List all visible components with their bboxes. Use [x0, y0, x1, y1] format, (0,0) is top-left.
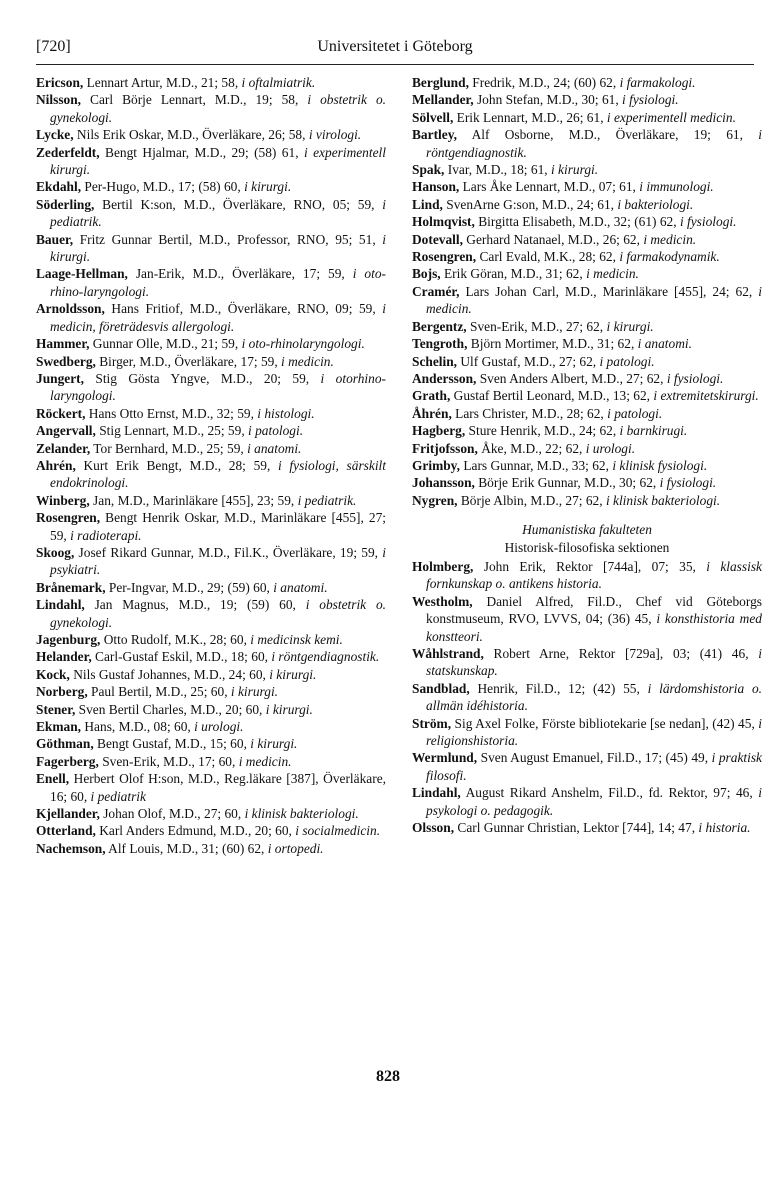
- entry-details: Erik Lennart, M.D., 26; 61,: [453, 109, 607, 125]
- entry-details: Paul Bertil, M.D., 25; 60,: [87, 684, 231, 700]
- entry-details: Sven August Emanuel, Fil.D., 17; (45) 49,: [477, 750, 712, 766]
- entry-field: i oftalmiatrik.: [241, 75, 316, 90]
- page-reference: [720]: [36, 38, 71, 55]
- entry-details: Börje Erik Gunnar, M.D., 30; 62,: [474, 475, 660, 491]
- entry-field: i urologi.: [585, 440, 636, 456]
- directory-entry: [36, 144, 386, 179]
- entry-surname: Zederfeldt,: [36, 144, 100, 160]
- entry-details: Hans, M.D., 08; 60,: [81, 719, 195, 735]
- entry-surname: Nachemson,: [36, 840, 106, 856]
- entry-surname: Bartley,: [412, 127, 457, 143]
- entry-surname: Göthman,: [36, 736, 94, 752]
- entry-surname: Norberg,: [36, 684, 88, 700]
- entry-field: i röntgendiagnostik.: [271, 649, 380, 665]
- entry-field: i religionshistoria.: [426, 715, 762, 749]
- entry-details: Sven Anders Albert, M.D., 27; 62,: [476, 370, 667, 386]
- entry-details: Lars Christer, M.D., 28; 62,: [451, 405, 608, 421]
- directory-entry: [412, 91, 762, 108]
- entry-surname: Dotevall,: [412, 231, 463, 247]
- entry-surname: Grimby,: [412, 457, 460, 473]
- entry-field: i kirurgi.: [244, 179, 292, 195]
- directory-entry: [36, 596, 386, 631]
- entry-details: Alf Louis, M.D., 31; (60) 62,: [105, 840, 268, 856]
- entry-field: i medicin.: [281, 353, 334, 369]
- entry-surname: Ericson,: [36, 75, 84, 90]
- directory-entry: [412, 715, 762, 750]
- directory-entry: [36, 126, 386, 143]
- entry-field: i farmakodynamik.: [619, 249, 720, 265]
- right-column-entries: [412, 74, 762, 509]
- entry-field: i virologi.: [308, 127, 362, 143]
- entry-surname: Wermlund,: [412, 750, 478, 766]
- entry-details: Carl Börje Lennart, M.D., 19; 58,: [81, 92, 308, 108]
- entry-details: Lennart Artur, M.D., 21; 58,: [83, 75, 242, 90]
- directory-entry: [412, 335, 762, 352]
- page-title: Universitetet i Göteborg: [317, 38, 473, 55]
- entry-details: Sven-Erik, M.D., 17; 60,: [98, 753, 239, 769]
- entry-details: Hans Fritiof, M.D., Överläkare, RNO, 09; 59,: [104, 301, 383, 317]
- entry-surname: Laage-Hellman,: [36, 266, 128, 282]
- entry-details: Lars Johan Carl, M.D., Marinläkare [455], 24; 62,: [459, 283, 759, 299]
- entry-surname: Lindahl,: [412, 785, 461, 801]
- entry-field: i medicin.: [586, 266, 639, 282]
- entry-details: Jan Magnus, M.D., 19; (59) 60,: [84, 597, 306, 613]
- entry-details: August Rikard Anshelm, Fil.D., fd. Rektor, 97; 46,: [460, 785, 759, 801]
- entry-field: i extremitetskirurgi.: [653, 388, 759, 404]
- entry-surname: Swedberg,: [36, 353, 96, 369]
- entry-details: Nils Gustaf Johannes, M.D., 24; 60,: [69, 666, 270, 682]
- directory-entry: [36, 648, 386, 665]
- entry-surname: Holmberg,: [412, 558, 474, 574]
- entry-field: i fysiologi.: [659, 475, 717, 491]
- section-entries: [412, 558, 762, 837]
- directory-entry: [36, 753, 386, 770]
- entry-details: Björn Mortimer, M.D., 31; 62,: [467, 336, 638, 352]
- directory-entry: [412, 387, 762, 404]
- entry-field: i pediatrik: [90, 788, 146, 804]
- right-column: [412, 74, 762, 836]
- entry-details: Carl Gunnar Christian, Lektor [744], 14; 47,: [454, 820, 699, 836]
- entry-surname: Andersson,: [412, 370, 477, 386]
- entry-surname: Stener,: [36, 701, 76, 717]
- entry-field: i otorhino-laryngologi.: [50, 370, 386, 404]
- entry-field: i pediatrik.: [297, 492, 357, 508]
- directory-entry: [36, 335, 386, 352]
- entry-surname: Mellander,: [412, 92, 474, 108]
- directory-entry: [36, 74, 386, 91]
- entry-details: Fritz Gunnar Bertil, M.D., Professor, RNO, 95; 51,: [73, 231, 383, 247]
- entry-details: Birger, M.D., Överläkare, 17; 59,: [95, 353, 282, 369]
- directory-entry: [36, 631, 386, 648]
- entry-field: i kirurgi.: [250, 736, 298, 752]
- entry-field: i röntgendiagnostik.: [426, 127, 762, 160]
- entry-surname: Lycke,: [36, 127, 74, 143]
- entry-field: i anatomi.: [637, 336, 692, 352]
- entry-surname: Ström,: [412, 715, 452, 731]
- directory-entry: [412, 645, 762, 680]
- entry-details: Birgitta Elisabeth, M.D., 32; (61) 62,: [474, 214, 680, 230]
- entry-field: i oto-rhinolaryngologi.: [241, 336, 365, 352]
- entry-surname: Grath,: [412, 388, 451, 404]
- directory-entry: [412, 353, 762, 370]
- entry-details: Daniel Alfred, Fil.D., Chef vid Göteborgs konstmuseum, RVO, LVVS, 04; (36) 45,: [426, 593, 762, 627]
- directory-entry: [36, 353, 386, 370]
- entry-details: Åke, M.D., 22; 62,: [477, 440, 586, 456]
- entry-field: i obstetrik o. gynekologi.: [50, 92, 386, 125]
- directory-entry: [36, 91, 386, 126]
- directory-entry: [36, 544, 386, 579]
- directory-entry: [412, 318, 762, 335]
- entry-surname: Kjellander,: [36, 806, 100, 822]
- entry-surname: Johansson,: [412, 475, 475, 491]
- entry-details: Sven Bertil Charles, M.D., 20; 60,: [75, 701, 266, 717]
- entry-field: i kirurgi.: [269, 666, 317, 682]
- entry-field: i urologi.: [194, 719, 244, 735]
- entry-surname: Fagerberg,: [36, 753, 99, 769]
- directory-entry: [412, 231, 762, 248]
- directory-entry: [36, 718, 386, 735]
- faculty-title: Humanistiska fakulteten: [522, 522, 652, 538]
- directory-entry: [36, 440, 386, 457]
- entry-details: Josef Rikard Gunnar, M.D., Fil.K., Överläkare, 19; 59,: [74, 544, 383, 560]
- directory-entry: [36, 701, 386, 718]
- entry-field: i immunologi.: [639, 179, 714, 195]
- entry-field: i historia.: [698, 820, 751, 836]
- entry-field: i medicin, företrädesvis allergologi.: [50, 301, 386, 334]
- entry-surname: Spak,: [412, 162, 445, 178]
- entry-details: Karl Anders Edmund, M.D., 20; 60,: [95, 823, 296, 839]
- entry-field: i oto-rhino-laryngologi.: [50, 266, 386, 299]
- entry-details: Jan-Erik, M.D., Överläkare, 17; 59,: [127, 266, 353, 282]
- entry-surname: Bojs,: [412, 266, 441, 282]
- entry-surname: Jagenburg,: [36, 632, 101, 647]
- entry-details: Bertil K:son, M.D., Överläkare, RNO, 05; 59,: [94, 196, 383, 212]
- entry-surname: Brånemark,: [36, 579, 106, 595]
- entry-details: Carl-Gustaf Eskil, M.D., 18; 60,: [91, 649, 272, 665]
- entry-surname: Cramér,: [412, 283, 460, 299]
- directory-entry: [412, 457, 762, 474]
- entry-surname: Fritjofsson,: [412, 440, 478, 456]
- directory-entry: [412, 370, 762, 387]
- entry-surname: Enell,: [36, 771, 70, 787]
- entry-surname: Ahrén,: [36, 457, 76, 473]
- entry-surname: Hagberg,: [412, 423, 466, 439]
- directory-entry: [412, 405, 762, 422]
- entry-surname: Westholm,: [412, 593, 473, 609]
- entry-field: i patologi.: [599, 353, 655, 369]
- entry-surname: Berglund,: [412, 75, 469, 90]
- entry-field: i fysiologi.: [666, 370, 724, 386]
- directory-entry: [36, 422, 386, 439]
- directory-entry: [36, 196, 386, 231]
- entry-details: Henrik, Fil.D., 12; (42) 55,: [469, 680, 648, 696]
- entry-surname: Röckert,: [36, 405, 86, 421]
- directory-entry: [36, 822, 386, 839]
- entry-details: Gustaf Bertil Leonard, M.D., 13; 62,: [450, 388, 654, 404]
- entry-details: Gunnar Olle, M.D., 21; 59,: [89, 336, 242, 352]
- entry-details: Jan, M.D., Marinläkare [455], 23; 59,: [89, 492, 298, 508]
- entry-surname: Hanson,: [412, 179, 460, 195]
- entry-surname: Nygren,: [412, 492, 458, 508]
- entry-field: i experimentell kirurgi.: [50, 144, 386, 178]
- entry-field: i fysiologi.: [679, 214, 737, 230]
- entry-field: i barnkirugi.: [619, 423, 688, 439]
- entry-field: i medicin.: [238, 753, 292, 769]
- entry-details: Carl Evald, M.K., 28; 62,: [476, 249, 620, 265]
- entry-field: i kirurgi.: [265, 701, 313, 717]
- directory-entry: [412, 265, 762, 282]
- directory-entry: [36, 370, 386, 405]
- subsection-title: Historisk-filosofiska sektionen: [504, 539, 670, 555]
- directory-entry: [412, 74, 762, 91]
- entry-details: Bengt Henrik Oskar, M.D., Marinläkare [455], 27; 59,: [50, 510, 386, 543]
- entry-details: Tor Bernhard, M.D., 25; 59,: [90, 440, 248, 456]
- entry-surname: Bergentz,: [412, 318, 467, 334]
- entry-field: i klinisk bakteriologi.: [605, 492, 721, 508]
- entry-details: Gerhard Natanael, M.D., 26; 62,: [462, 231, 644, 247]
- directory-entry: [412, 474, 762, 491]
- entry-details: Hans Otto Ernst, M.D., 32; 59,: [85, 405, 258, 421]
- page-number: 828: [376, 1068, 400, 1085]
- directory-entry: [412, 196, 762, 213]
- entry-field: i patologi.: [607, 405, 663, 421]
- directory-entry: [36, 405, 386, 422]
- directory-entry: [412, 492, 762, 509]
- entry-surname: Holmqvist,: [412, 214, 475, 230]
- directory-entry: [412, 161, 762, 178]
- entry-details: Bengt Gustaf, M.D., 15; 60,: [93, 736, 251, 752]
- entry-details: Nils Erik Oskar, M.D., Överläkare, 26; 58,: [73, 127, 309, 143]
- directory-entry: [412, 749, 762, 784]
- entry-surname: Ekman,: [36, 719, 82, 735]
- directory-entry: [36, 265, 386, 300]
- entry-surname: Rosengren,: [36, 510, 101, 526]
- entry-surname: Åhrén,: [412, 405, 452, 421]
- entry-details: John Stefan, M.D., 30; 61,: [473, 92, 623, 108]
- directory-entry: [412, 784, 762, 819]
- entry-field: i statskunskap.: [426, 646, 762, 679]
- entry-details: Kurt Erik Bengt, M.D., 28; 59,: [75, 457, 278, 473]
- entry-surname: Lind,: [412, 196, 443, 212]
- entry-field: i anatomi.: [273, 579, 328, 595]
- entry-details: Lars Åke Lennart, M.D., 07; 61,: [459, 179, 640, 195]
- entry-surname: Söderling,: [36, 196, 95, 212]
- entry-surname: Hammer,: [36, 336, 90, 352]
- entry-details: Sig Axel Folke, Förste bibliotekarie [se nedan], (42) 45,: [451, 715, 759, 731]
- entry-details: Ulf Gustaf, M.D., 27; 62,: [457, 353, 600, 369]
- entry-field: i klinisk bakteriologi.: [244, 806, 359, 822]
- directory-entry: [36, 300, 386, 335]
- entry-field: i kirurgi.: [606, 318, 654, 334]
- directory-entry: [36, 805, 386, 822]
- entry-details: Otto Rudolf, M.K., 28; 60,: [100, 632, 251, 647]
- directory-entry: [412, 213, 762, 230]
- entry-surname: Sölvell,: [412, 109, 454, 125]
- entry-details: Erik Göran, M.D., 31; 62,: [440, 266, 587, 282]
- directory-entry: [36, 666, 386, 683]
- entry-surname: Kock,: [36, 666, 70, 682]
- entry-field: i histologi.: [257, 405, 315, 421]
- entry-field: i obstetrik o. gynekologi.: [50, 597, 386, 630]
- entry-field: i medicin.: [643, 231, 697, 247]
- entry-details: John Erik, Rektor [744a], 07; 35,: [473, 558, 707, 574]
- entry-surname: Tengroth,: [412, 336, 468, 352]
- entry-details: Per-Ingvar, M.D., 29; (59) 60,: [105, 579, 274, 595]
- entry-surname: Arnoldsson,: [36, 301, 105, 317]
- entry-details: Stig Lennart, M.D., 25; 59,: [95, 423, 249, 439]
- entry-field: i kirurgi.: [50, 231, 386, 265]
- entry-details: Per-Hugo, M.D., 17; (58) 60,: [81, 179, 245, 195]
- entry-field: i psykiatri.: [50, 544, 386, 578]
- entry-details: SvenArne G:son, M.D., 24; 61,: [442, 196, 618, 212]
- entry-field: i lärdomshistoria o. allmän idéhistoria.: [426, 680, 762, 714]
- directory-entry: [412, 283, 762, 318]
- entry-details: Alf Osborne, M.D., Överläkare, 19; 61,: [457, 127, 759, 143]
- entry-field: i experimentell medicin.: [606, 109, 736, 125]
- entry-surname: Olsson,: [412, 820, 455, 836]
- entry-details: Bengt Hjalmar, M.D., 29; (58) 61,: [99, 144, 304, 160]
- entry-field: i konsthistoria med konstteori.: [426, 611, 762, 644]
- entry-field: i socialmedicin.: [295, 823, 381, 839]
- entry-details: Fredrik, M.D., 24; (60) 62,: [468, 75, 620, 90]
- entry-field: i bakteriologi.: [617, 196, 694, 212]
- section-heading: [412, 521, 762, 556]
- entry-surname: Ekdahl,: [36, 179, 82, 195]
- entry-surname: Otterland,: [36, 823, 96, 839]
- entry-surname: Winberg,: [36, 492, 90, 508]
- entry-surname: Bauer,: [36, 231, 74, 247]
- entry-field: i farmakologi.: [619, 75, 696, 90]
- entry-field: i anatomi.: [247, 440, 302, 456]
- entry-field: i fysiologi.: [622, 92, 679, 108]
- directory-entry: [36, 770, 386, 805]
- directory-entry: [412, 178, 762, 195]
- entry-details: Börje Albin, M.D., 27; 62,: [457, 492, 606, 508]
- directory-entry: [412, 680, 762, 715]
- directory-entry: [412, 819, 762, 836]
- entry-details: Robert Arne, Rektor [729a], 03; (41) 46,: [483, 646, 759, 661]
- entry-surname: Wåhlstrand,: [412, 646, 484, 661]
- entry-field: i klassisk fornkunskap o. antikens historia.: [426, 558, 762, 592]
- entry-field: i medicin.: [426, 283, 762, 317]
- entry-field: i fysiologi, särskilt endokrinologi.: [50, 457, 386, 491]
- directory-entry: [412, 440, 762, 457]
- entry-surname: Jungert,: [36, 370, 84, 386]
- directory-entry: [412, 126, 762, 161]
- directory-entry: [36, 683, 386, 700]
- directory-entry: [412, 248, 762, 265]
- directory-entry: [412, 422, 762, 439]
- directory-entry: [36, 178, 386, 195]
- entry-field: i radioterapi.: [70, 527, 142, 543]
- entry-details: Herbert Olof H:son, M.D., Reg.läkare [387], Överläkare, 16; 60,: [50, 771, 386, 804]
- entry-surname: Lindahl,: [36, 597, 85, 613]
- directory-entry: [412, 593, 762, 645]
- entry-details: Stig Gösta Yngve, M.D., 20; 59,: [83, 370, 321, 386]
- entry-details: Ivar, M.D., 18; 61,: [444, 162, 551, 178]
- entry-field: i patologi.: [248, 423, 304, 439]
- directory-entry: [36, 231, 386, 266]
- entry-field: i ortopedi.: [267, 840, 324, 856]
- entry-surname: Helander,: [36, 649, 92, 665]
- directory-entry: [36, 840, 386, 857]
- directory-entry: [412, 109, 762, 126]
- entry-details: Sven-Erik, M.D., 27; 62,: [466, 318, 607, 334]
- page-header: [36, 38, 754, 65]
- left-column: [36, 74, 386, 857]
- entry-field: i pediatrik.: [50, 196, 386, 230]
- directory-entry: [36, 579, 386, 596]
- entry-details: Johan Olof, M.D., 27; 60,: [99, 806, 245, 822]
- entry-details: Lars Gunnar, M.D., 33; 62,: [460, 457, 613, 473]
- entry-surname: Rosengren,: [412, 249, 477, 265]
- entry-field: i psykologi o. pedagogik.: [426, 785, 762, 818]
- entry-surname: Sandblad,: [412, 680, 470, 696]
- entry-details: Sture Henrik, M.D., 24; 62,: [465, 423, 620, 439]
- directory-entry: [412, 558, 762, 593]
- directory-entry: [36, 509, 386, 544]
- entry-surname: Nilsson,: [36, 92, 82, 108]
- entry-field: i kirurgi.: [230, 684, 279, 700]
- entry-surname: Zelander,: [36, 440, 91, 456]
- entry-surname: Angervall,: [36, 423, 96, 439]
- entry-field: i praktisk filosofi.: [426, 750, 762, 783]
- entry-field: i klinisk fysiologi.: [612, 457, 708, 473]
- entry-field: i kirurgi.: [550, 162, 599, 178]
- entry-surname: Skoog,: [36, 544, 75, 560]
- entry-surname: Schelin,: [412, 353, 458, 369]
- directory-entry: [36, 457, 386, 492]
- entry-field: i medicinsk kemi.: [250, 632, 343, 647]
- directory-entry: [36, 735, 386, 752]
- directory-entry: [36, 492, 386, 509]
